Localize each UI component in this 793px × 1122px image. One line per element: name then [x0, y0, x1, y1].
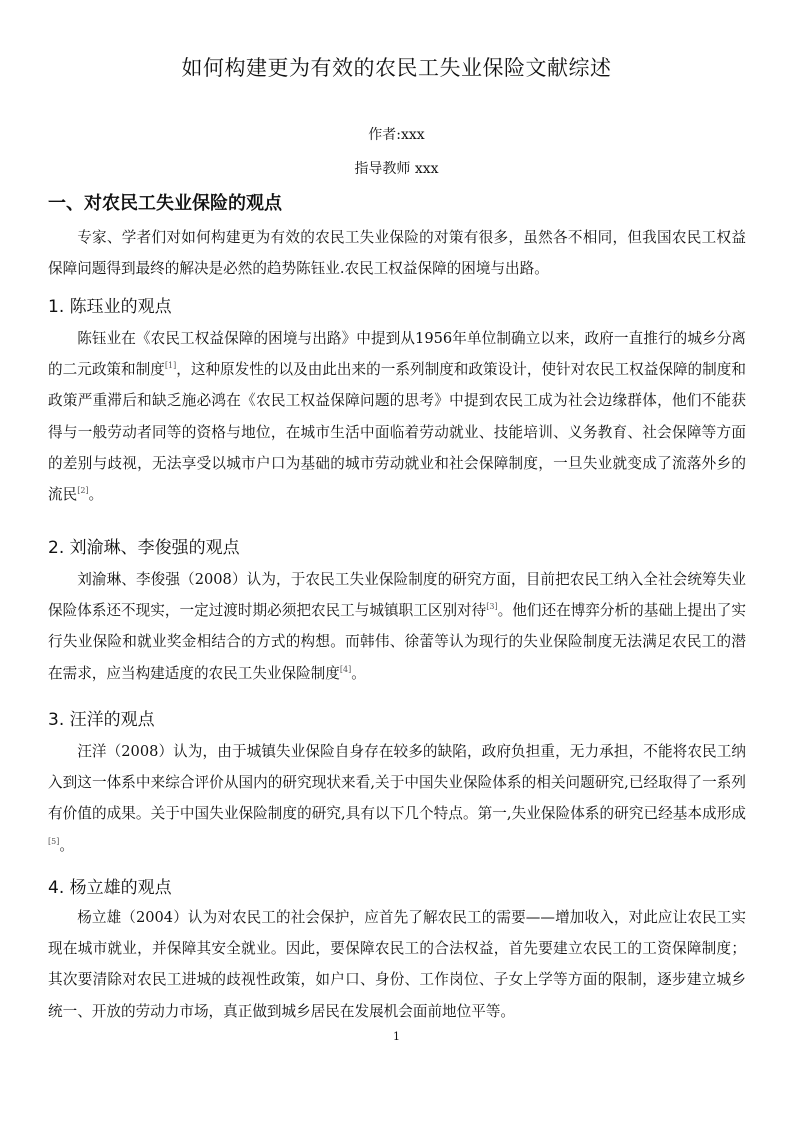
paragraph-text: 陈钰业在《农民工权益保障的困境与出路》中提到从1956年单位制确立以来，政府一直推行的城乡分离的二元政策和制度 — [48, 330, 746, 379]
paragraph-text: 刘渝琳、李俊强（2008）认为，于农民工失业保险制度的研究方面，目前把农民工纳入全社会统筹失业保险体系还不现实，一定过渡时期必须把农民工与城镇职工区别对待 — [48, 571, 746, 620]
subsection-2-paragraph — [48, 564, 746, 689]
citation-3: [3] — [486, 602, 498, 612]
paragraph-text: 。 — [351, 664, 366, 682]
subsection-heading-1: 1. 陈珏业的观点 — [48, 297, 172, 317]
author-line: 作者:xxx — [368, 127, 425, 143]
paragraph-text: 。 — [88, 486, 104, 504]
citation-1: [1] — [164, 361, 177, 371]
citation-2: [2] — [77, 486, 89, 496]
subsection-3-paragraph — [48, 736, 746, 861]
section-intro-paragraph: 专家、学者们对如何构建更为有效的农民工失业保险的对策有很多，虽然各不相同，但我国农民工权益保障问题得到最终的解决是必然的趋势陈钰业.农民工权益保障的困境与出路。 — [48, 229, 746, 278]
citation-4: [4] — [339, 664, 352, 674]
subsection-4-paragraph: 杨立雄（2004）认为对农民工的社会保护，应首先了解农民工的需要——增加收入，对此应让农民工实现在城市就业，并保障其安全就业。因此，要保障农民工的合法权益，首先要建立农民工的工资保障制度；其次要清除对农民工进城的歧视性政策，如户口、身份、工作岗位、子女上学等方面的限制，逐步建立城乡统一、开放的劳动力市场，真正做到城乡居民在发展机会面前地位平等。 — [48, 909, 746, 1020]
citation-5: [5] — [48, 836, 60, 846]
paragraph-text: 。他们还在博弈分析的基础上提出了实行失业保险和就业奖金相结合的方式的构想。而韩伟、徐蕾等认为现行的失业保险制度无法满足农民工的潜在需求，应当构建适度的农民工失业保险制度 — [48, 602, 746, 682]
subsection-heading-2: 2. 刘渝琳、李俊强的观点 — [48, 538, 240, 558]
page-number: 1 — [393, 1030, 400, 1043]
subsection-1-paragraph — [48, 323, 746, 510]
paragraph-text: 。 — [59, 836, 74, 854]
paragraph-text: 汪洋（2008）认为，由于城镇失业保险自身存在较多的缺陷，政府负担重，无力承担，不能将农民工纳入到这一体系中来综合评价从国内的研究现状来看,关于中国失业保险体系的相关问题研究,已经取得了一系列有价值的成果。关于中国失业保险制度的研究,具有以下几个特点。第一,失业保险体系的研究已经基本成形成 — [48, 743, 746, 823]
paragraph-text: ，这种原发性的以及由此出来的一系列制度和政策设计，使针对农民工权益保障的制度和政策严重滞后和缺乏施必鸿在《农民工权益保障问题的思考》中提到农民工成为社会边缘群体，他们不能获得与一般劳动者同等的资格与地位，在城市生活中面临着劳动就业、技能培训、义务教育、社会保障等方面的差别与歧视，无法享受以城市户口为基础的城市劳动就业和社会保障制度，一旦失业就变成了流落外乡的流民 — [48, 361, 746, 504]
section-heading-1: 一、对农民工失业保险的观点 — [48, 193, 282, 214]
subsection-heading-3: 3. 汪洋的观点 — [48, 710, 155, 730]
advisor-line: 指导教师 xxx — [354, 161, 439, 177]
document-title: 如何构建更为有效的农民工失业保险文献综述 — [181, 56, 612, 80]
subsection-heading-4: 4. 杨立雄的观点 — [48, 878, 172, 898]
